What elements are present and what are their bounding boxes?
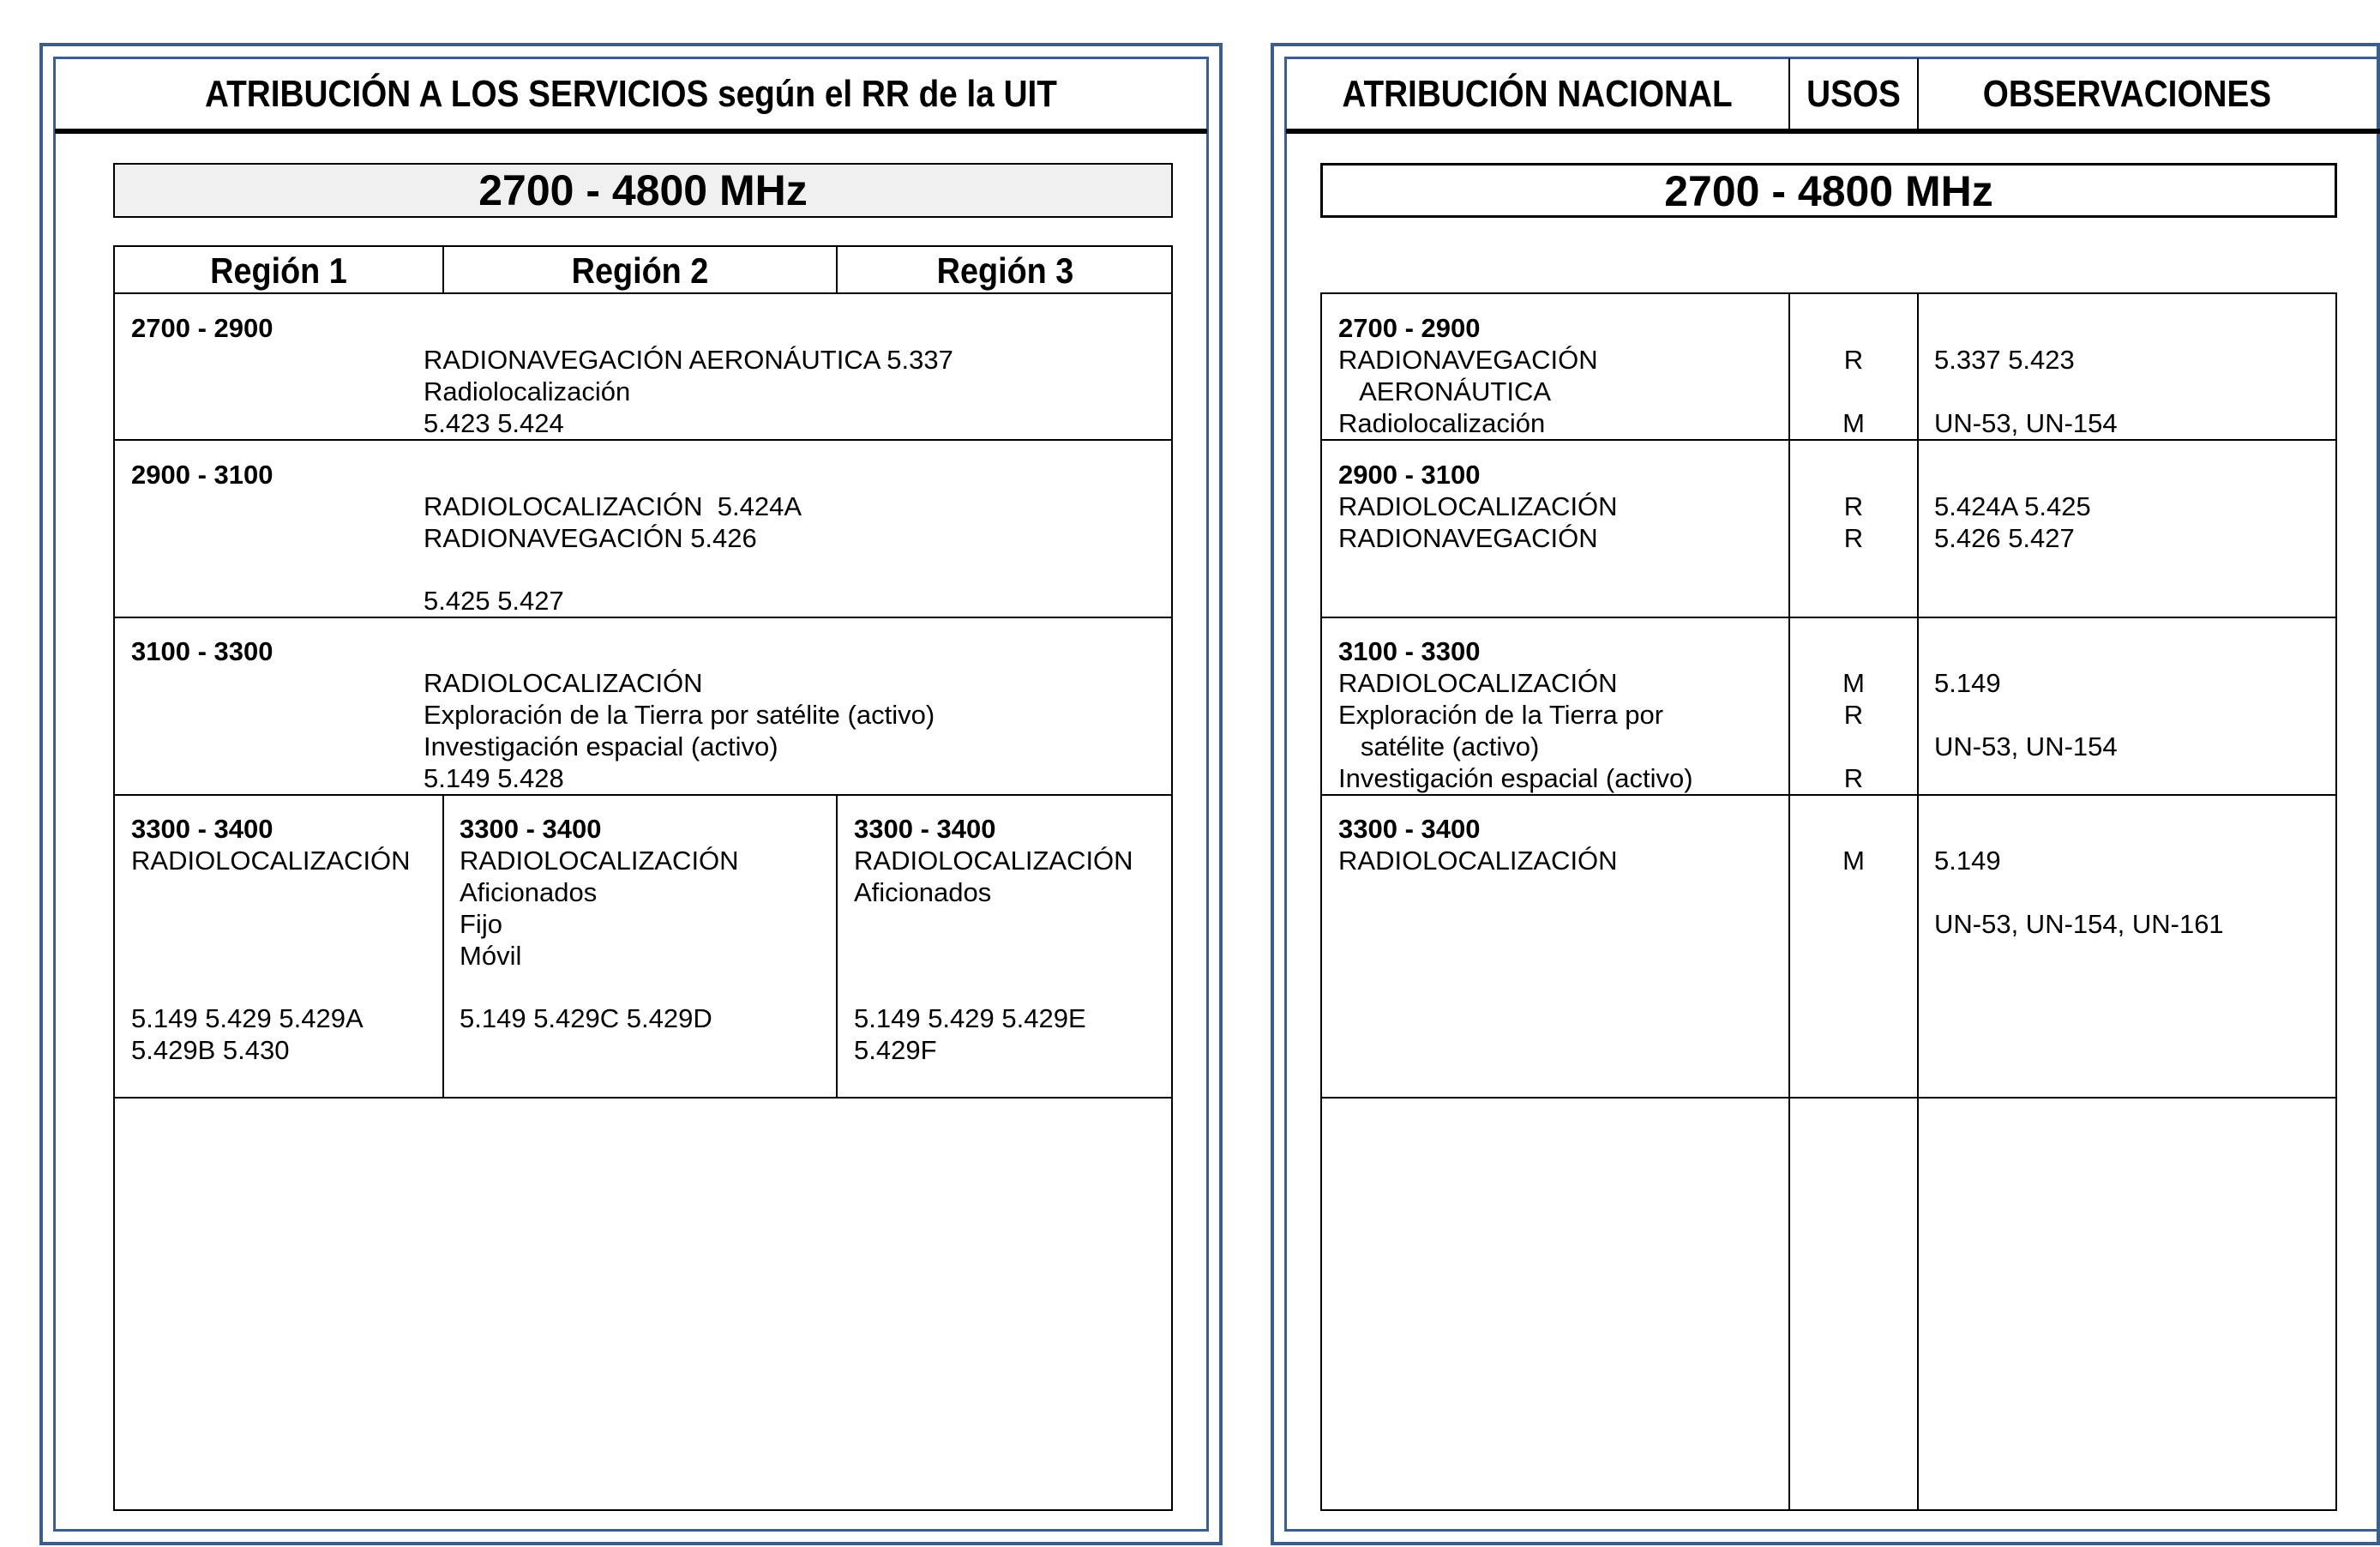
usage-code: R [1843, 523, 1864, 553]
region-1-footnotes: 5.429B 5.430 [131, 1035, 290, 1065]
allocation-line: RADIONAVEGACIÓN AERONÁUTICA 5.337 [424, 345, 953, 375]
allocation-line: RADIOLOCALIZACIÓN [424, 668, 703, 698]
observaciones-header: OBSERVACIONES [1982, 73, 2272, 115]
national-range-2700-2900: 2700 - 2900 [1338, 313, 1481, 343]
usage-code: R [1843, 700, 1864, 730]
region-2-header: Región 2 [571, 250, 709, 291]
usos-header: USOS [1806, 73, 1901, 115]
region-3-allocation: Aficionados [854, 877, 992, 907]
region-2-footnotes: 5.149 5.429C 5.429D [460, 1003, 712, 1033]
usage-code: M [1842, 846, 1865, 876]
region-2-allocation: Aficionados [460, 877, 598, 907]
footnote-refs: 5.149 5.428 [424, 763, 564, 793]
left-region-divider-2 [836, 794, 838, 1099]
footnote-refs: 5.425 5.427 [424, 586, 564, 616]
usage-code: R [1843, 491, 1864, 521]
left-row-divider [113, 1097, 1173, 1099]
allocation-line: Radiolocalización [424, 376, 631, 406]
region-1-header: Región 1 [210, 250, 347, 291]
observation-note: 5.149 [1934, 668, 2001, 698]
allocation-line: RADIOLOCALIZACIÓN 5.424A [424, 491, 802, 521]
right-row-divider [1320, 617, 2337, 618]
left-row-divider [113, 617, 1173, 618]
allocation-line: Investigación espacial (activo) [424, 731, 778, 761]
right-row-divider [1320, 794, 2337, 796]
region-divider-1 [442, 245, 444, 294]
allocation-line: RADIONAVEGACIÓN 5.426 [424, 523, 757, 553]
national-service: Exploración de la Tierra por [1338, 700, 1664, 730]
observation-note: 5.337 5.423 [1934, 345, 2075, 375]
observation-note: 5.426 5.427 [1934, 523, 2075, 553]
region-2-allocation: RADIOLOCALIZACIÓN [460, 846, 739, 876]
national-service: RADIONAVEGACIÓN [1338, 345, 1598, 375]
region-3-footnotes: 5.149 5.429 5.429E [854, 1003, 1086, 1033]
usage-code: R [1843, 763, 1864, 793]
region-2-allocation: Fijo [460, 909, 502, 939]
region-1-allocation: RADIOLOCALIZACIÓN [131, 846, 411, 876]
right-frequency-band: 2700 - 4800 MHz [1320, 163, 2337, 218]
region-3-range: 3300 - 3400 [854, 814, 996, 844]
allocation-line: Exploración de la Tierra por satélite (activo) [424, 700, 935, 730]
national-service: satélite (activo) [1338, 731, 1540, 761]
national-range-3100-3300: 3100 - 3300 [1338, 636, 1481, 666]
usage-code: R [1843, 345, 1864, 375]
national-service: RADIOLOCALIZACIÓN [1338, 491, 1618, 521]
region-1-range: 3300 - 3400 [131, 814, 273, 844]
left-header-title: ATRIBUCIÓN A LOS SERVICIOS según el RR de la UIT [205, 73, 1057, 115]
region-3-header: Región 3 [936, 250, 1074, 291]
right-row-divider [1320, 1097, 2337, 1099]
observation-note: 5.149 [1934, 846, 2001, 876]
footnote-refs: 5.423 5.424 [424, 408, 564, 438]
national-service: Investigación espacial (activo) [1338, 763, 1693, 793]
region-1-footnotes: 5.149 5.429 5.429A [131, 1003, 364, 1033]
national-service: AERONÁUTICA [1338, 376, 1552, 406]
observation-note: UN-53, UN-154, UN-161 [1934, 909, 2224, 939]
right-header-rule [1286, 129, 2380, 134]
national-service: RADIOLOCALIZACIÓN [1338, 668, 1618, 698]
band-range-2700-2900: 2700 - 2900 [131, 313, 273, 343]
national-range-2900-3100: 2900 - 3100 [1338, 460, 1481, 490]
national-range-3300-3400: 3300 - 3400 [1338, 814, 1481, 844]
national-service: Radiolocalización [1338, 408, 1546, 438]
usage-code: M [1842, 408, 1865, 438]
usos-column-divider [1788, 292, 1790, 1511]
right-row-divider [1320, 439, 2337, 441]
region-2-allocation: Móvil [460, 941, 522, 971]
left-region-divider-1 [442, 794, 444, 1099]
national-service: RADIOLOCALIZACIÓN [1338, 846, 1618, 876]
header-divider [1917, 58, 1919, 132]
observation-note: 5.424A 5.425 [1934, 491, 2091, 521]
region-2-range: 3300 - 3400 [460, 814, 602, 844]
left-row-divider [113, 794, 1173, 796]
national-allocation-header: ATRIBUCIÓN NACIONAL [1342, 73, 1733, 115]
region-3-allocation: RADIOLOCALIZACIÓN [854, 846, 1133, 876]
header-divider [1788, 58, 1790, 132]
left-frequency-band: 2700 - 4800 MHz [113, 163, 1173, 218]
national-service: RADIONAVEGACIÓN [1338, 523, 1598, 553]
band-range-3100-3300: 3100 - 3300 [131, 636, 273, 666]
observation-note: UN-53, UN-154 [1934, 408, 2118, 438]
left-header-rule [55, 129, 1207, 134]
region-3-footnotes: 5.429F [854, 1035, 937, 1065]
obs-column-divider [1917, 292, 1919, 1511]
band-range-2900-3100: 2900 - 3100 [131, 460, 273, 490]
usage-code: M [1842, 668, 1865, 698]
region-divider-2 [836, 245, 838, 294]
observation-note: UN-53, UN-154 [1934, 731, 2118, 761]
left-row-divider [113, 439, 1173, 441]
